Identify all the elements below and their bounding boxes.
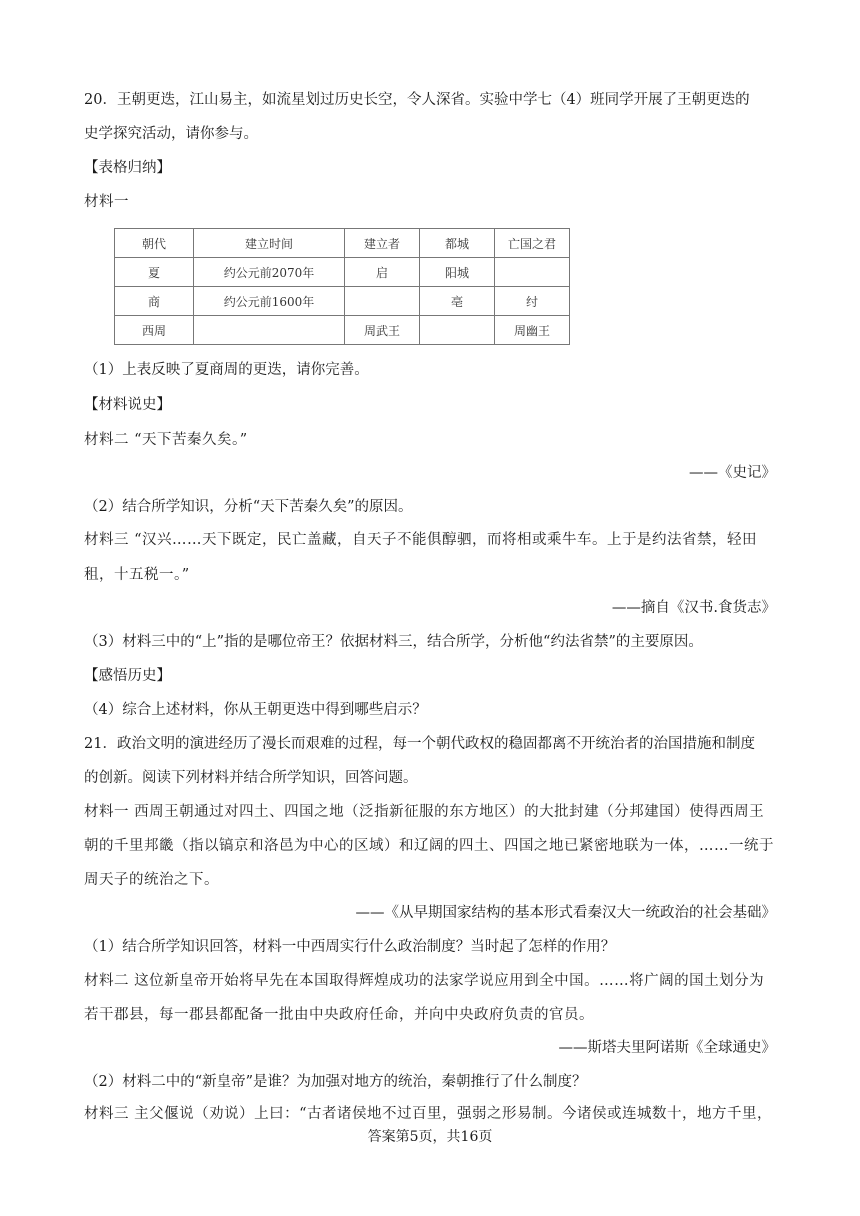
table-cell: 阳城 [420, 258, 495, 287]
material2-text: 材料二 “天下苦秦久矣。” [84, 432, 248, 448]
material2-source: ——《史记》 [689, 465, 776, 481]
section-feel-heading: 【感悟历史】 [84, 668, 171, 684]
q21-sub2: （2）材料二中的“新皇帝”是谁？为加强对地方的统治，秦朝推行了什么制度？ [84, 1074, 587, 1090]
table-cell: 夏 [115, 258, 194, 287]
q20-sub2: （2）结合所学知识，分析“天下苦秦久矣”的原因。 [84, 499, 413, 515]
q21-material1-source: ——《从早期国家结构的基本形式看秦汉大一统政治的社会基础》 [355, 905, 776, 921]
table-row [115, 316, 570, 345]
q20-sub3: （3）材料三中的“上”指的是哪位帝王？依据材料三，结合所学，分析他“约法省禁”的主要原因。 [84, 634, 703, 650]
q21-material1-line1: 材料一 西周王朝通过对四土、四国之地（泛指新征服的东方地区）的大批封建（分邦建国）使得西周王 [84, 804, 765, 820]
table-header-cell: 建立者 [345, 229, 420, 258]
table-cell: 亳 [420, 287, 495, 316]
section-material-heading: 【材料说史】 [84, 397, 171, 413]
q21-material2-line1: 材料二 这位新皇帝开始将早先在本国取得辉煌成功的法家学说应用到全中国。……将广阔的国土划分为 [84, 973, 765, 989]
table-row [115, 287, 570, 316]
table-cell: 纣 [495, 287, 570, 316]
q20-sub4: （4）综合上述材料，你从王朝更迭中得到哪些启示？ [84, 702, 427, 718]
q21-material1-line2: 朝的千里邦畿（指以镐京和洛邑为中心的区域）和辽阔的四土、四国之地已紧密地联为一体，……一统于 [84, 838, 774, 854]
q20-stem-line1: 20．王朝更迭，江山易主，如流星划过历史长空，令人深省。实验中学七（4）班同学开展了王朝更迭的 [84, 92, 750, 108]
table-cell: 商 [115, 287, 194, 316]
q20-sub1: （1）上表反映了夏商周的更迭，请你完善。 [84, 362, 369, 378]
table-cell [194, 316, 345, 345]
table-cell [420, 316, 495, 345]
table-header-cell: 亡国之君 [495, 229, 570, 258]
section-table-heading: 【表格归纳】 [84, 160, 171, 176]
table-cell [345, 287, 420, 316]
q21-material2-line2: 若干郡县，每一郡县都配备一批由中央政府任命，并向中央政府负责的官员。 [84, 1007, 594, 1023]
material1-label: 材料一 [84, 194, 129, 210]
table-cell: 周武王 [345, 316, 420, 345]
table-header-cell: 都城 [420, 229, 495, 258]
q21-material2-source: ——斯塔夫里阿诺斯《全球通史》 [558, 1040, 776, 1056]
table-cell: 周幽王 [495, 316, 570, 345]
table-cell: 约公元前2070年 [194, 258, 345, 287]
table-cell [495, 258, 570, 287]
table-cell: 启 [345, 258, 420, 287]
q21-stem-line1: 21．政治文明的演进经历了漫长而艰难的过程，每一个朝代政权的稳固都离不开统治者的治国措施和制度 [84, 736, 755, 752]
q21-stem-line2: 的创新。阅读下列材料并结合所学知识，回答问题。 [84, 770, 418, 786]
table-cell: 约公元前1600年 [194, 287, 345, 316]
q21-sub1: （1）结合所学知识回答，材料一中西周实行什么政治制度？当时起了怎样的作用？ [84, 939, 616, 955]
table-cell: 西周 [115, 316, 194, 345]
dynasty-table [114, 228, 570, 345]
q21-material1-line3: 周天子的统治之下。 [84, 872, 219, 888]
table-header-cell: 朝代 [115, 229, 194, 258]
q21-material3-line1: 材料三 主父偃说（劝说）上曰：“古者诸侯地不过百里，强弱之形易制。今诸侯或连城数十，地方千里， [84, 1106, 773, 1122]
table-header-cell: 建立时间 [194, 229, 345, 258]
material3-line1: 材料三 “汉兴……天下既定，民亡盖藏，自天子不能俱醇驷，而将相或乘牛车。上于是约法省禁，轻田 [84, 532, 758, 548]
table-header-row [115, 229, 570, 258]
material3-source: ——摘自《汉书.食货志》 [611, 600, 776, 616]
q20-stem-line2: 史学探究活动，请你参与。 [84, 126, 258, 142]
page-footer: 答案第5页，共16页 [367, 1129, 493, 1145]
material3-line2: 租，十五税一。” [84, 567, 190, 583]
table-row [115, 258, 570, 287]
